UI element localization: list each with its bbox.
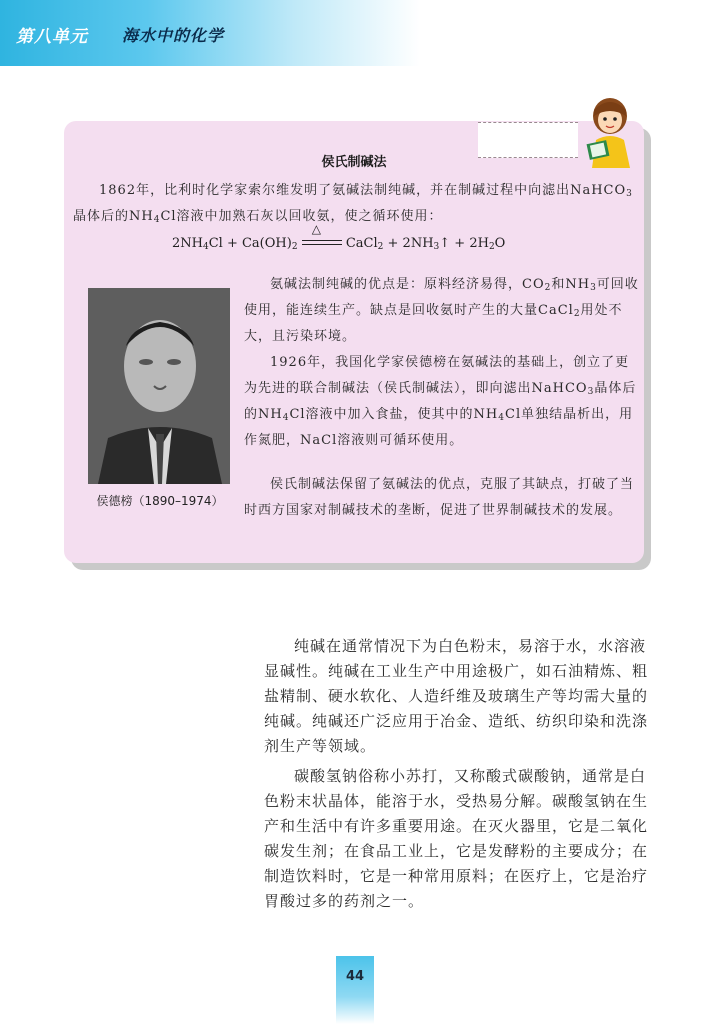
body-paragraph-baking-soda: 碳酸氢钠俗称小苏打，又称酸式碳酸钠，通常是白色粉末状晶体，能溶于水，受热易分解。碳酸氢钠在生产和生活中有许多重要用途。在灭火器里，它是二氧化碳发生剂；在食品工业上，它是发酵粉的主要成分；在制造饮料时，它是一种常用原料；在医疗上，它是治疗胃酸过多的药剂之一。: [264, 767, 649, 910]
intro-paragraph: 1862年，比利时化学家索尔维发明了氨碱法制纯碱，并在制碱过程中向滤出NaHCO$_3$晶体后的$NH_4Cl$溶液中加熟石灰以回收氨，使之循环使用：: [73, 183, 633, 225]
box-title: 侯氏制碱法: [321, 155, 387, 170]
heat-equals-sign: △: [302, 238, 342, 250]
page-number: 44: [345, 969, 365, 984]
advantage-paragraph: 氨碱法制纯碱的优点是：原料经济易得，$CO_2$和$NH_3$可回收使用，能连续生产。缺点是回收氨时产生的大量CaCl$_2$用处不大，且污染环境。: [244, 277, 639, 344]
chemical-equation: $2NH_4Cl + Ca(OH)_2$ △ CaCl$_2$ + $2NH_3↑ + 2H_2O$: [172, 221, 506, 252]
unit-label: 第八单元: [16, 27, 88, 47]
conclusion-paragraph: 侯氏制碱法保留了氨碱法的优点，克服了其缺点，打破了当时西方国家对制碱技术的垄断，促进了世界制碱技术的发展。: [244, 477, 635, 518]
portrait-photo: [88, 288, 230, 484]
body-paragraph-soda-ash: 纯碱在通常情况下为白色粉末，易溶于水，水溶液显碱性。纯碱在工业生产中用途极广，如石油精炼、粗盐精制、硬水软化、人造纤维及玻璃生产等均需大量的纯碱。纯碱还广泛应用于冶金、造纸、纺织印染和洗涤剂生产等领域。: [264, 637, 649, 755]
unit-title: 海水中的化学: [122, 26, 225, 45]
hou-paragraph: 1926年，我国化学家侯德榜在氨碱法的基础上，创立了更为先进的联合制碱法（侯氏制碱法），即向滤出NaHCO$_3$晶体后的$NH_4Cl$溶液中加入食盐，使其中的$NH_4Cl$单独结晶析出，用作氮肥，NaCl溶液则可循环使用。: [244, 355, 637, 448]
page-number-tab: [336, 956, 374, 1024]
photo-caption: 侯德榜（1890–1974）: [96, 494, 224, 508]
